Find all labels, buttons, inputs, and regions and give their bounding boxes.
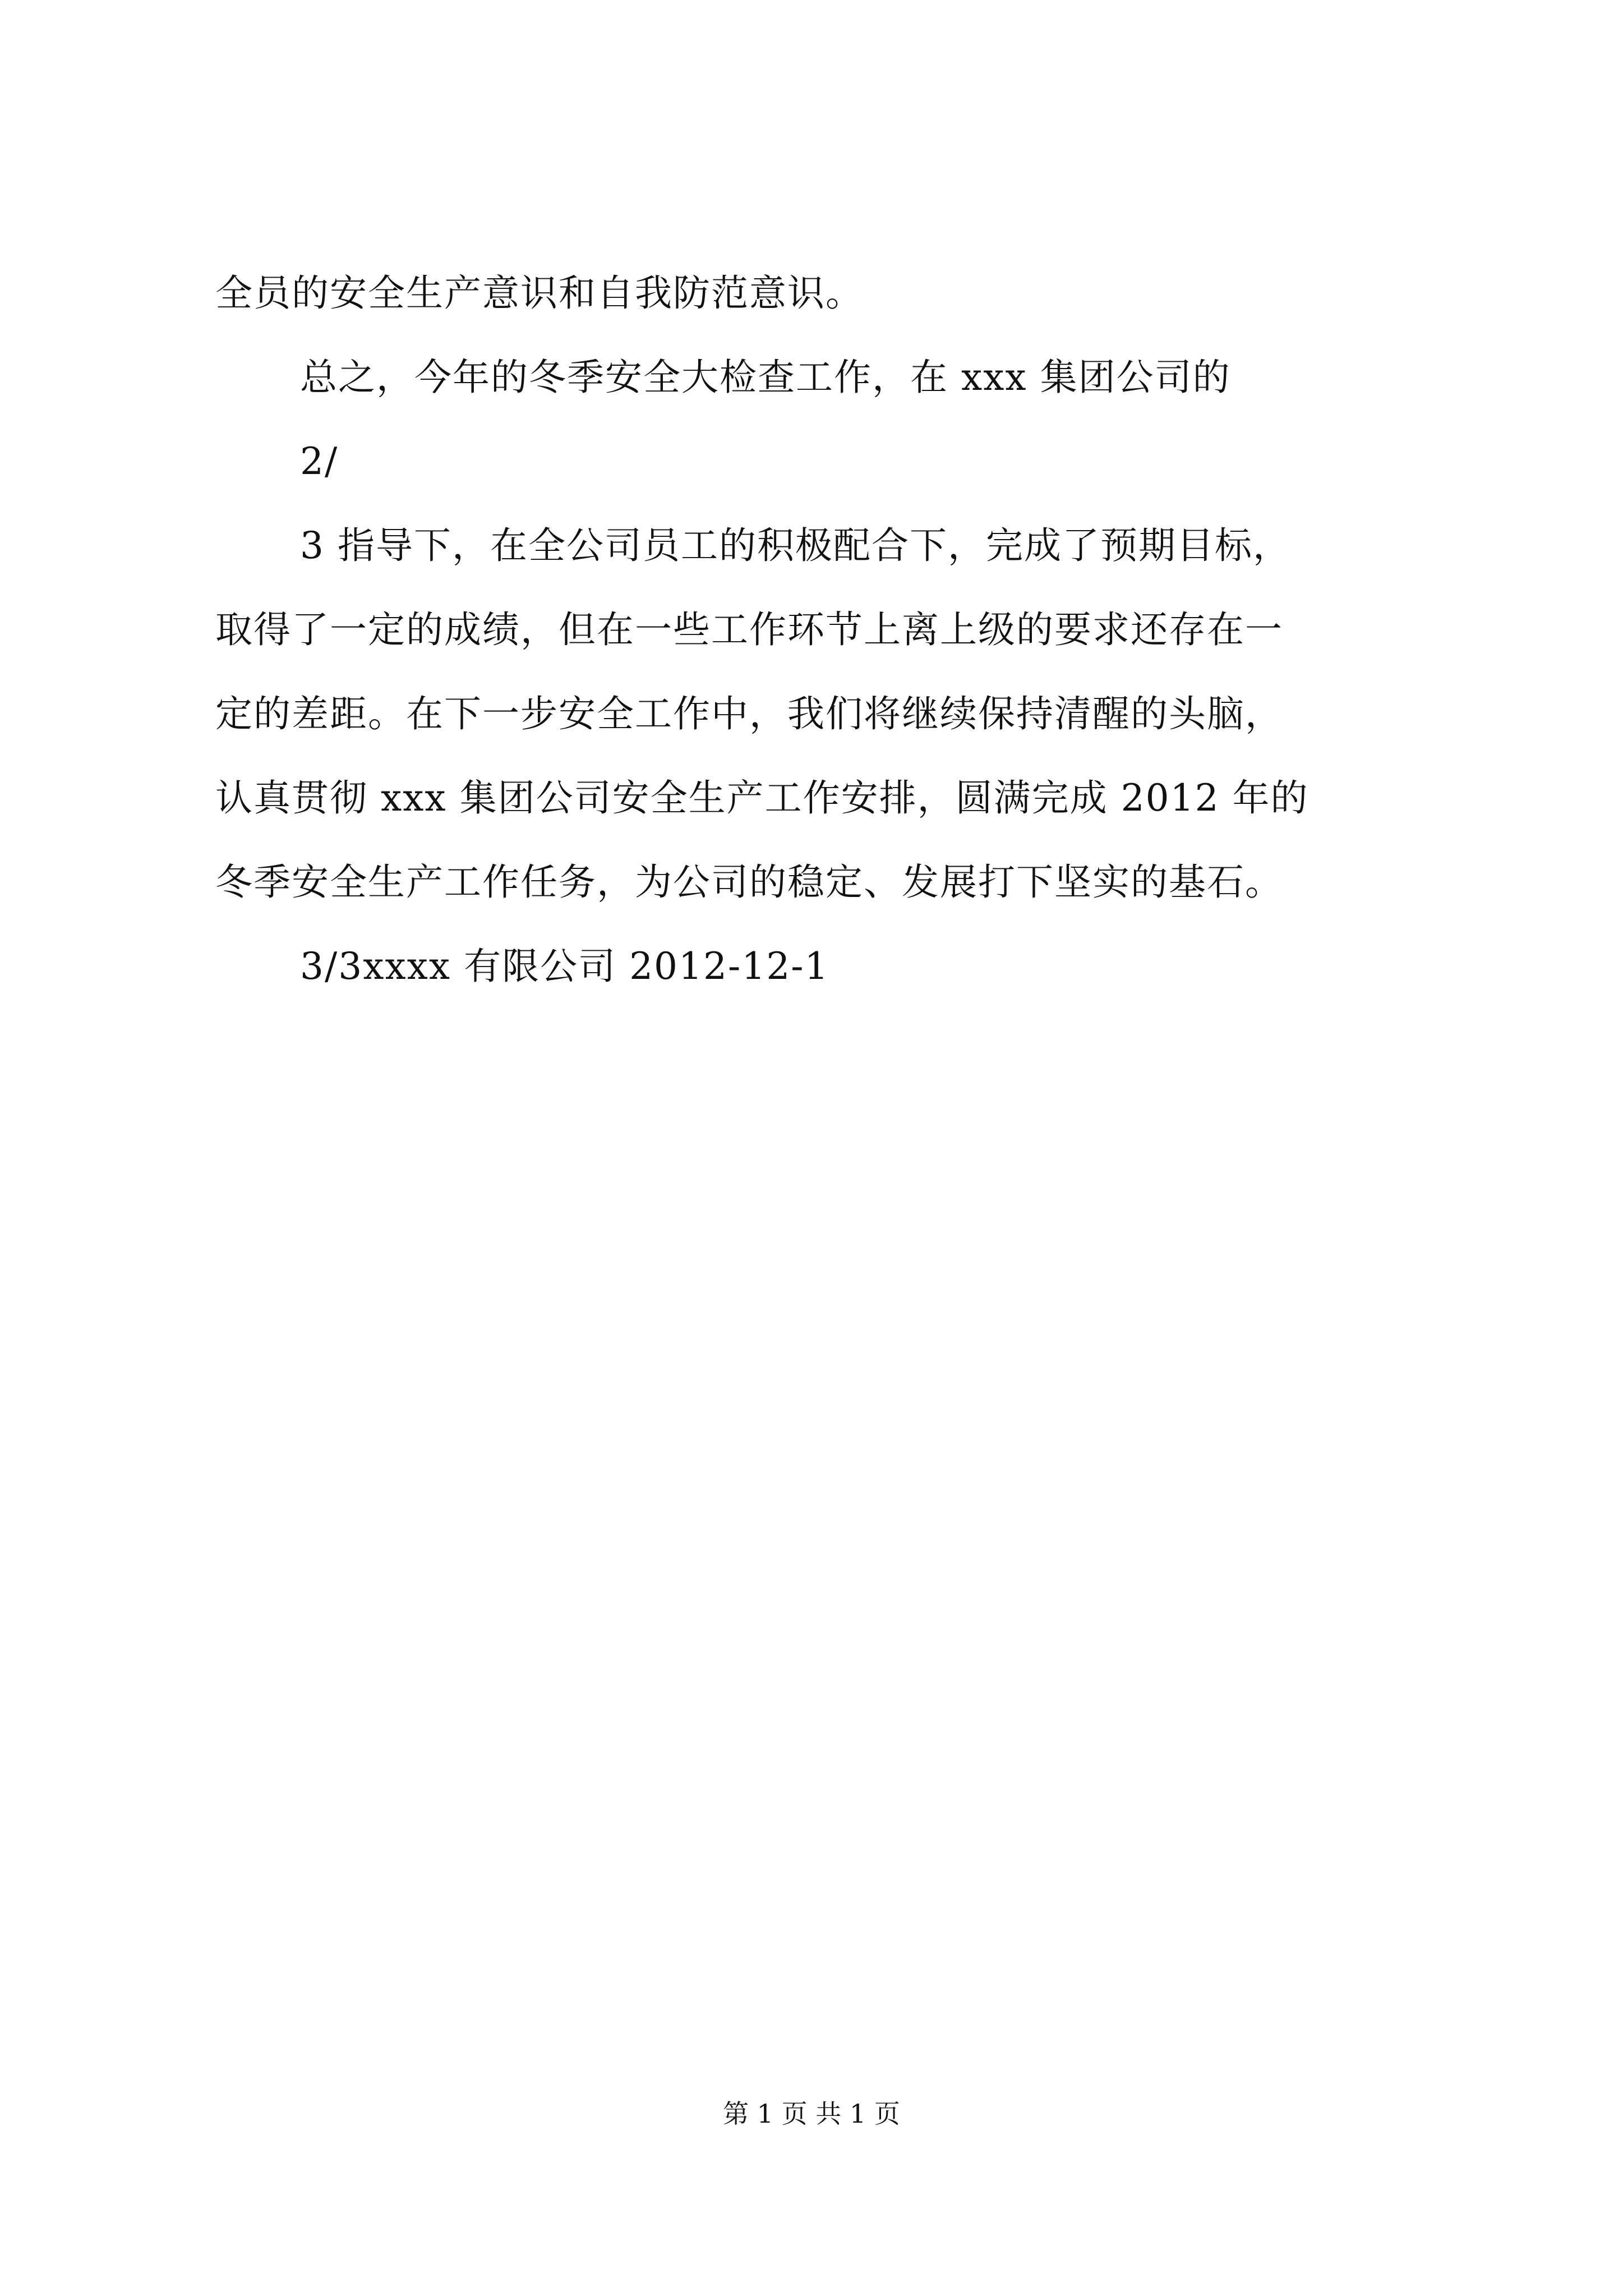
paragraph-line-3: 2/ [300, 440, 339, 483]
signature-date-line: 3/3xxxx 有限公司 2012-12-1 [300, 945, 829, 988]
page-footer: 第 1 页 共 1 页 [723, 2099, 900, 2129]
paragraph-line-2: 总之，今年的冬季安全大检查工作，在 xxx 集团公司的 [300, 356, 1231, 399]
paragraph-line-6: 定的差距。在下一步安全工作中，我们将继续保持清醒的头脑， [215, 692, 1283, 735]
paragraph-line-5: 取得了一定的成绩，但在一些工作环节上离上级的要求还存在一 [215, 608, 1283, 651]
paragraph-line-4: 3 指导下，在全公司员工的积极配合下，完成了预期目标， [300, 524, 1291, 567]
paragraph-line-7: 认真贯彻 xxx 集团公司安全生产工作安排，圆满完成 2012 年的 [215, 776, 1309, 820]
paragraph-line-1: 全员的安全生产意识和自我防范意识。 [215, 272, 864, 315]
paragraph-line-8: 冬季安全生产工作任务，为公司的稳定、发展打下坚实的基石。 [215, 861, 1283, 904]
